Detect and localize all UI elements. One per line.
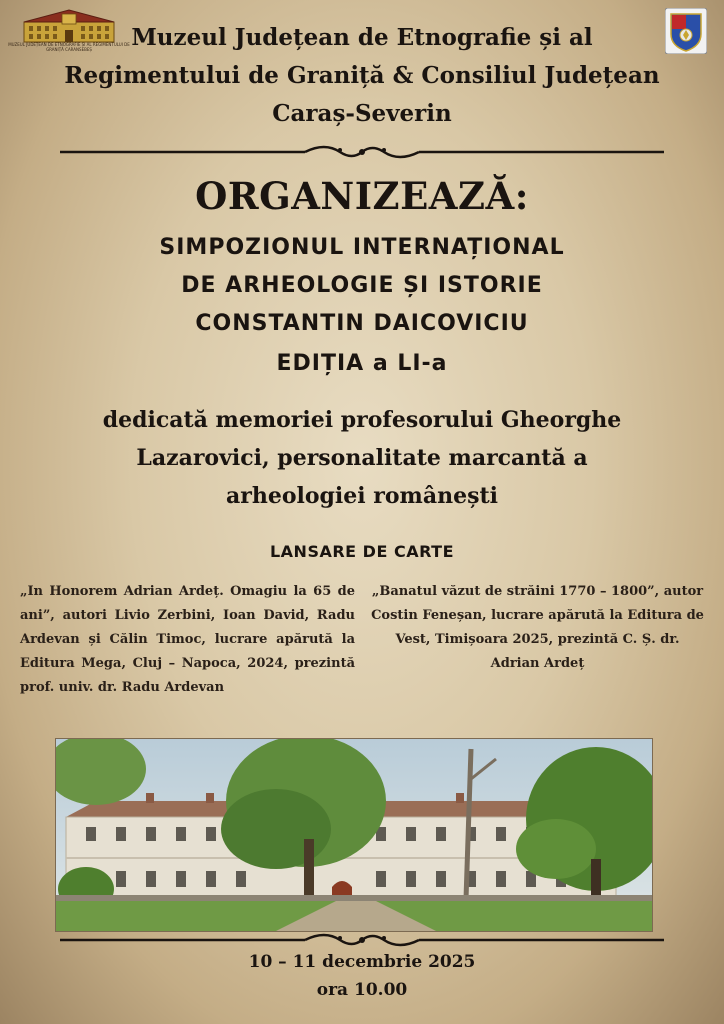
header-organizer-line1: Muzeul Județean de Etnografie și al <box>131 24 593 51</box>
event-time: ora 10.00 <box>316 980 408 1000</box>
book-right-description: „Banatul văzut de străini 1770 – 1800”, autor Costin Feneșan, lucrare apărută la Editura de Vest, Timișoara 2025, prezintă C. Ș. dr. Adrian Ardeț <box>371 584 704 671</box>
book-left-description: „In Honorem Adrian Ardeț. Omagiu la 65 de ani”, autori Livio Zerbini, Ioan David, Radu Ardevan și Călin Timoc, lucrare apărută la Editura Mega, Cluj – Napoca, 2024, prezintă prof. univ. dr. Radu Ardevan <box>20 584 355 695</box>
book-launch-heading: LANSARE DE CARTE <box>269 542 455 561</box>
header-organizer-line2: Regimentului de Graniță & Consiliul Județean <box>64 62 660 89</box>
museum-building-photo <box>55 738 653 932</box>
symposium-edition: EDIȚIA a LI-a <box>276 351 448 376</box>
symposium-line3: CONSTANTIN DAICOVICIU <box>195 311 529 336</box>
page-title: ORGANIZEAZĂ: <box>195 174 529 218</box>
symposium-line1: SIMPOZIONUL INTERNAȚIONAL <box>159 235 565 260</box>
dedication-line1: dedicată memoriei profesorului Gheorghe <box>102 407 622 433</box>
header-organizer-line3: Caraș-Severin <box>272 100 452 127</box>
symposium-line2: DE ARHEOLOGIE ȘI ISTORIE <box>181 273 543 298</box>
event-date: 10 – 11 decembrie 2025 <box>248 952 476 972</box>
dedication-line3: arheologiei românești <box>226 483 498 509</box>
dedication-line2: Lazarovici, personalitate marcantă a <box>136 445 588 471</box>
ornamental-divider-icon <box>40 140 684 164</box>
museum-logo-caption: MUZEUL JUDEȚEAN DE ETNOGRAFIE ȘI AL REGIMENTULUI DE GRANIȚĂ CARANSEBEȘ <box>8 42 130 52</box>
